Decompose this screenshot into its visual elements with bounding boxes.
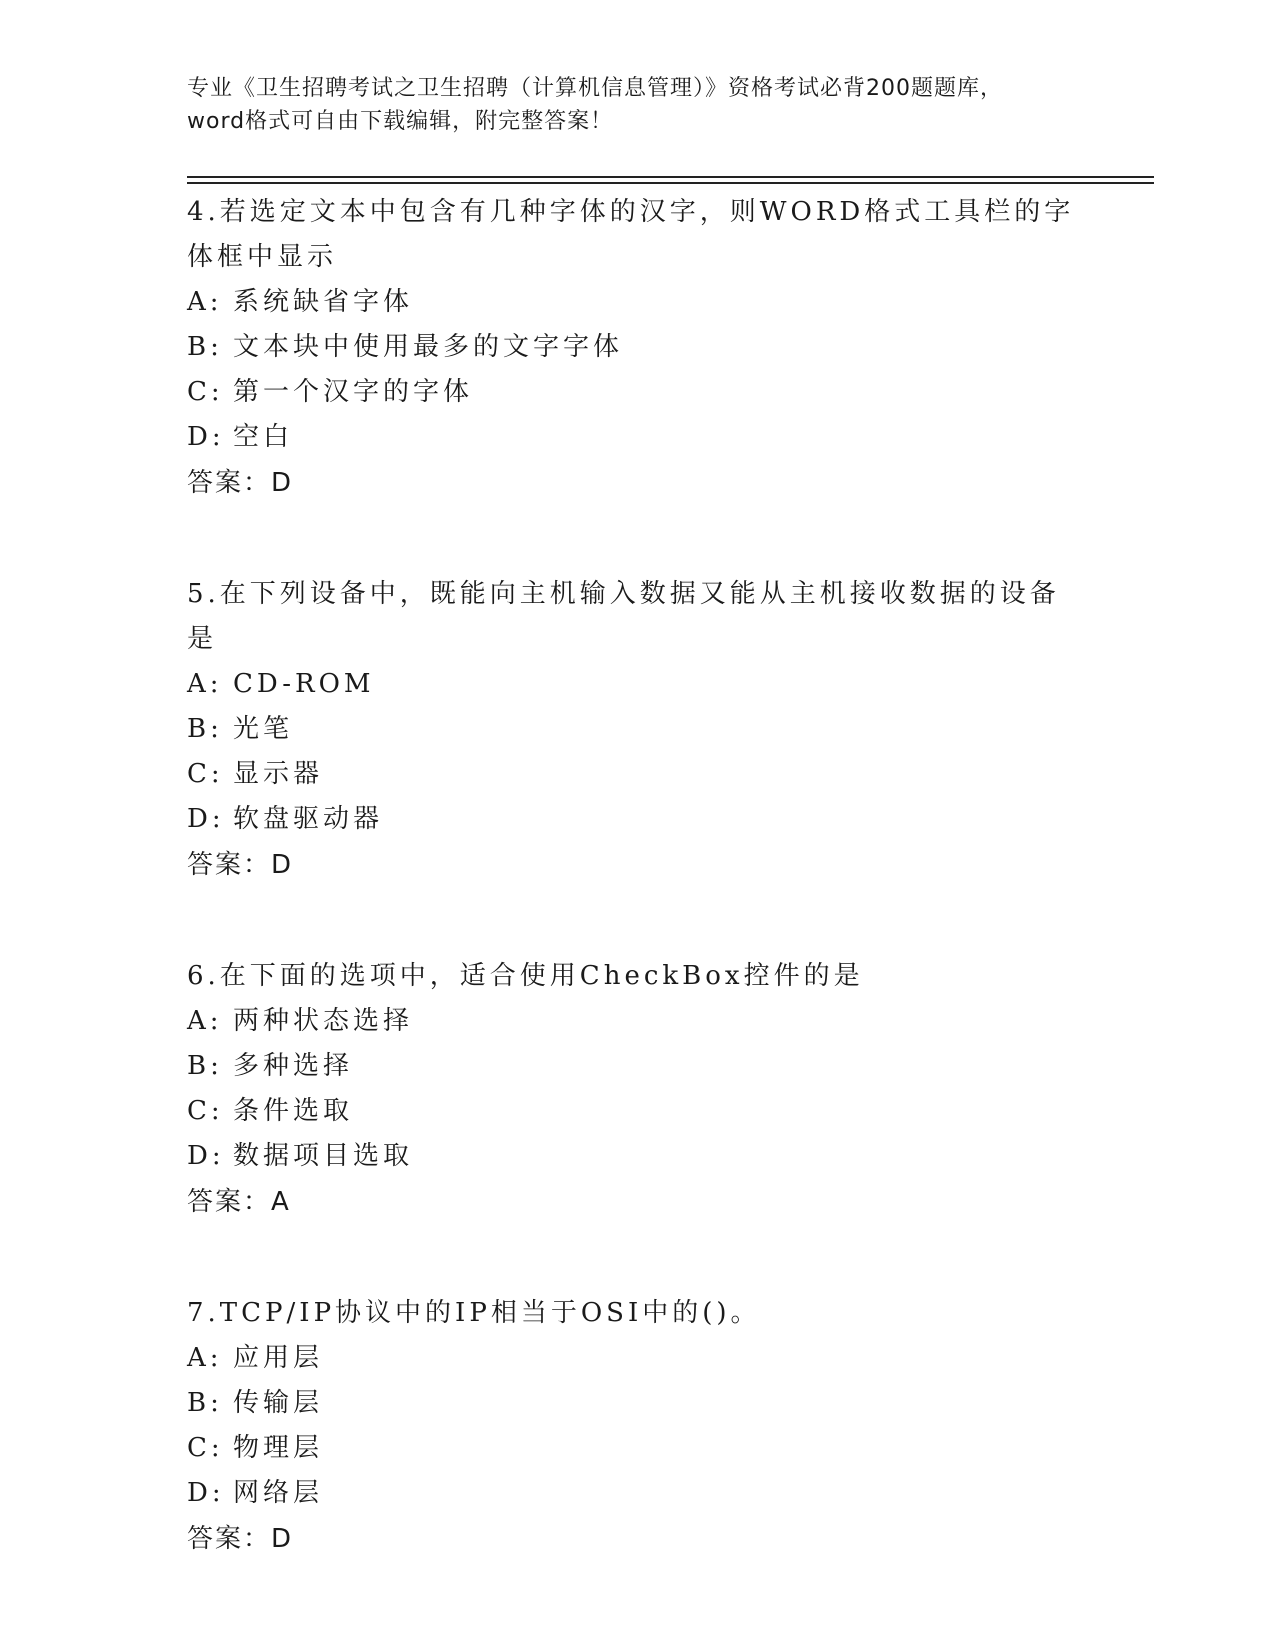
question-stem: 5.在下列设备中，既能向主机输入数据又能从主机接收数据的设备是 xyxy=(187,579,1060,654)
option-text: 软盘驱动器 xyxy=(233,804,384,834)
option-letter: A: xyxy=(187,1006,223,1036)
question-list xyxy=(187,190,1087,1628)
option-letter: D: xyxy=(187,804,225,834)
option-b xyxy=(187,707,1087,752)
option-text: 空白 xyxy=(233,422,294,452)
header-divider-top xyxy=(187,176,1154,178)
answer-line: 答案：D xyxy=(187,468,294,498)
option-letter: C: xyxy=(187,1096,224,1126)
option-letter: D: xyxy=(187,1141,225,1171)
option-d xyxy=(187,797,1087,842)
option-letter: C: xyxy=(187,759,224,789)
option-b xyxy=(187,1381,1087,1426)
option-letter: A: xyxy=(187,669,223,699)
question-7 xyxy=(187,1291,1087,1562)
option-letter: B: xyxy=(187,332,223,362)
option-letter: A: xyxy=(187,287,223,317)
header-line-2: word格式可自由下载编辑，附完整答案！ xyxy=(187,109,614,134)
option-letter: D: xyxy=(187,422,225,452)
option-text: 显示器 xyxy=(233,759,324,789)
option-text: 传输层 xyxy=(233,1388,324,1418)
option-letter: B: xyxy=(187,1051,223,1081)
document-header xyxy=(187,72,1087,138)
option-text: 条件选取 xyxy=(233,1096,354,1126)
option-letter: C: xyxy=(187,1433,224,1463)
option-text: CD-ROM xyxy=(233,669,375,699)
option-letter: A: xyxy=(187,1343,223,1373)
option-text: 光笔 xyxy=(233,714,294,744)
option-text: 物理层 xyxy=(233,1433,324,1463)
option-a xyxy=(187,662,1087,707)
option-text: 第一个汉字的字体 xyxy=(233,377,474,407)
answer-line: 答案：A xyxy=(187,1187,291,1217)
answer-line: 答案：D xyxy=(187,850,294,880)
header-line-1: 专业《卫生招聘考试之卫生招聘（计算机信息管理）》资格考试必背200题题库， xyxy=(187,76,1003,101)
option-c xyxy=(187,1089,1087,1134)
option-b xyxy=(187,1044,1087,1089)
option-letter: D: xyxy=(187,1478,225,1508)
option-text: 网络层 xyxy=(233,1478,324,1508)
option-c xyxy=(187,370,1087,415)
question-stem: 4.若选定文本中包含有几种字体的汉字，则WORD格式工具栏的字体框中显示 xyxy=(187,197,1075,272)
option-letter: C: xyxy=(187,377,224,407)
option-a xyxy=(187,280,1087,325)
option-text: 数据项目选取 xyxy=(233,1141,414,1171)
question-4 xyxy=(187,190,1087,506)
option-d xyxy=(187,415,1087,460)
option-c xyxy=(187,752,1087,797)
question-6 xyxy=(187,954,1087,1225)
option-a xyxy=(187,1336,1087,1381)
option-text: 多种选择 xyxy=(233,1051,354,1081)
answer-line: 答案：D xyxy=(187,1524,294,1554)
option-d xyxy=(187,1471,1087,1516)
option-text: 文本块中使用最多的文字字体 xyxy=(233,332,624,362)
option-d xyxy=(187,1134,1087,1179)
option-text: 系统缺省字体 xyxy=(233,287,414,317)
option-text: 两种状态选择 xyxy=(233,1006,414,1036)
question-stem: 7.TCP/IP协议中的IP相当于OSI中的()。 xyxy=(187,1298,761,1328)
option-text: 应用层 xyxy=(233,1343,324,1373)
option-c xyxy=(187,1426,1087,1471)
option-a xyxy=(187,999,1087,1044)
option-letter: B: xyxy=(187,1388,223,1418)
question-stem: 6.在下面的选项中，适合使用CheckBox控件的是 xyxy=(187,961,864,991)
header-divider-bottom xyxy=(187,182,1154,184)
question-5 xyxy=(187,572,1087,888)
option-letter: B: xyxy=(187,714,223,744)
option-b xyxy=(187,325,1087,370)
